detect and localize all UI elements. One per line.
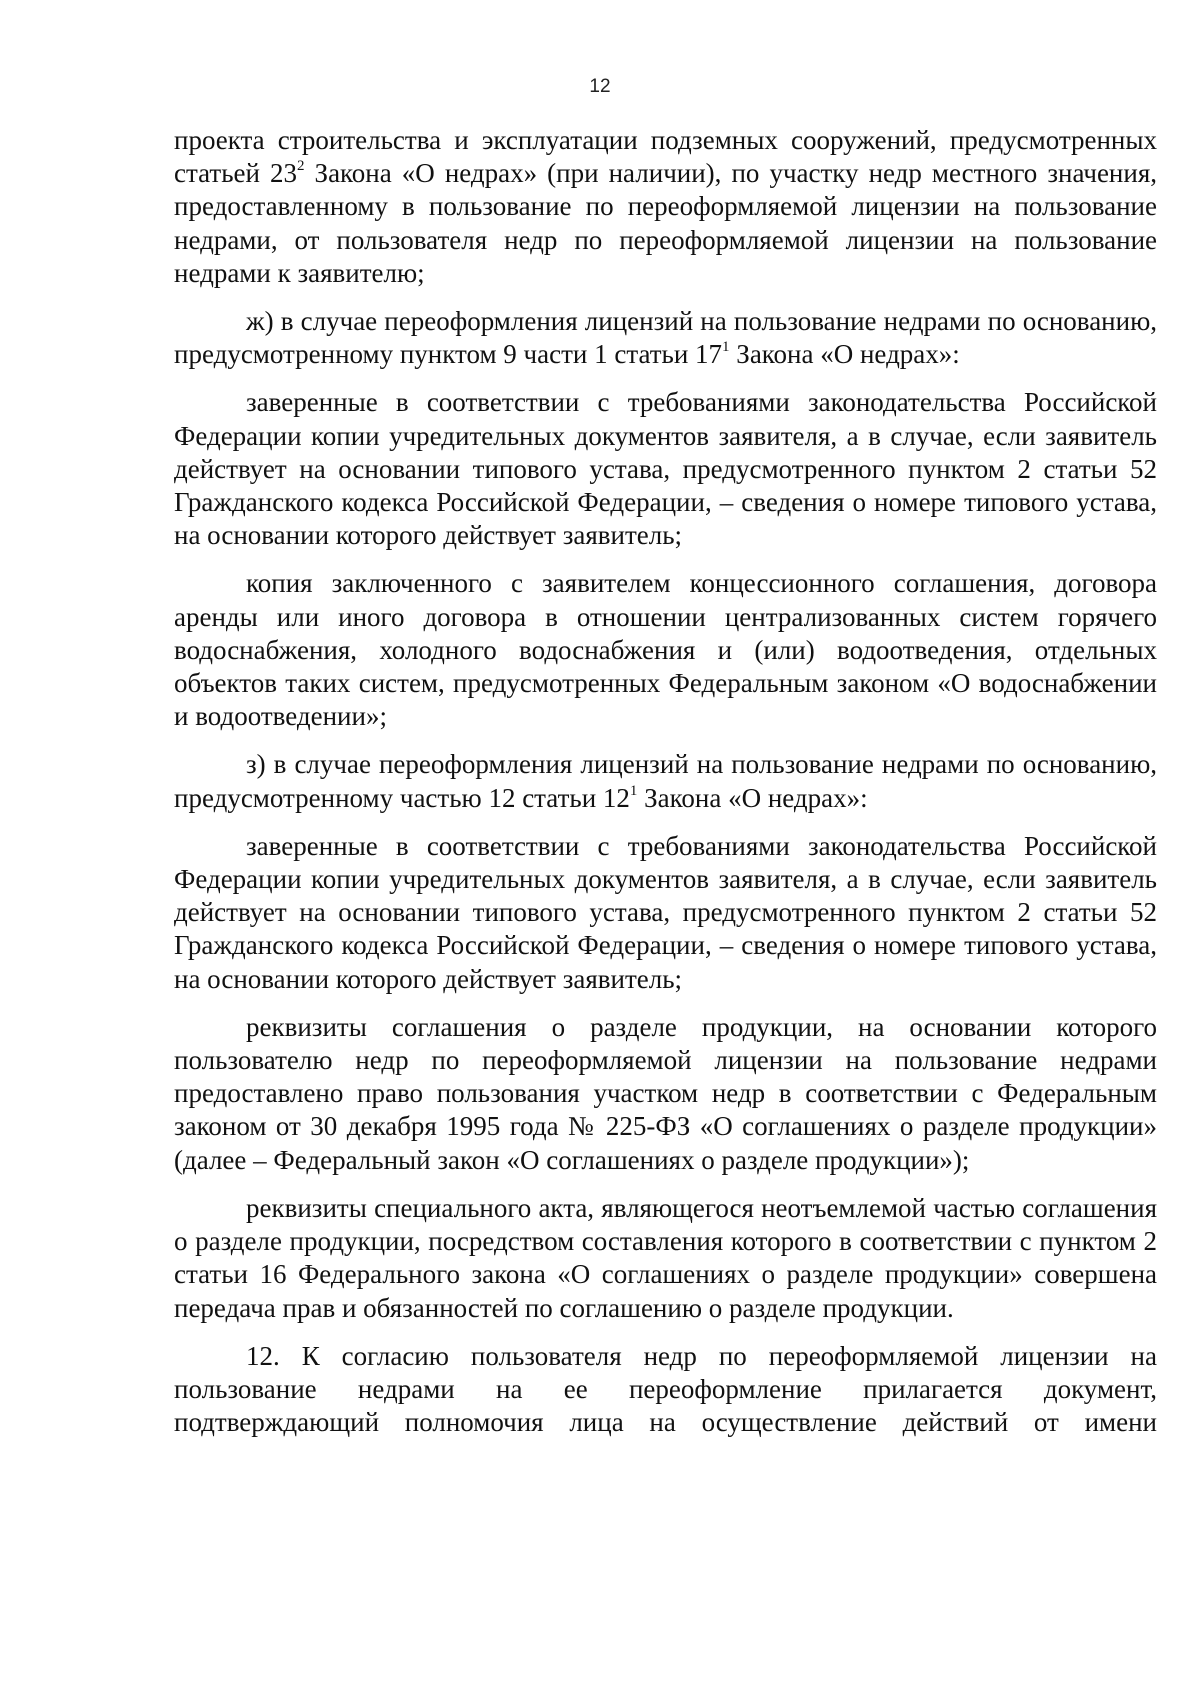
paragraph-text: з) в случае переоформления лицензий на пользование недрами по основанию, предусмотренному частью 12 статьи 12 <box>174 749 1157 813</box>
paragraph-text: реквизиты соглашения о разделе продукции, на основании которого пользователю недр по переоформляемой лицензии на пользование недрами предоставлено право пользования участком недр в соответствии с Федеральным законом от 30 декабря 1995 года № 225-ФЗ «О соглашениях о разделе продукции» (далее – Федеральный закон «О соглашениях о разделе продукции»); <box>174 1011 1157 1175</box>
paragraph-p4 <box>174 567 1157 733</box>
page-number: 12 <box>589 76 611 97</box>
paragraph-p9 <box>174 1340 1157 1440</box>
paragraph-text: Закона «О недрах» (при наличии), по участку недр местного значения, предоставленному в пользование по переоформляемой лицензии на пользование недрами, от пользователя недр по переоформляемой лицензии на пользование недрами к заявителю; <box>174 158 1157 288</box>
paragraph-text: заверенные в соответствии с требованиями законодательства Российской Федерации копии учредительных документов заявителя, а в случае, если заявитель действует на основании типового устава, предусмотренного пунктом 2 статьи 52 Гражданского кодекса Российской Федерации, – сведения о номере типового устава, на основании которого действует заявитель; <box>174 387 1157 551</box>
superscript-number: 2 <box>297 158 305 175</box>
paragraph-p8 <box>174 1192 1157 1325</box>
paragraph-text: ж) в случае переоформления лицензий на пользование недрами по основанию, предусмотренному пунктом 9 части 1 статьи 17 <box>174 306 1157 370</box>
paragraph-p2 <box>174 305 1157 371</box>
document-body <box>174 124 1157 1454</box>
paragraph-text: 12. К согласию пользователя недр по переоформляемой лицензии на пользование недрами на ее переоформление прилагается документ, подтверждающий полномочия лица на осуществление действий от имени <box>174 1340 1157 1438</box>
paragraph-text: копия заключенного с заявителем концессионного соглашения, договора аренды или иного договора в отношении централизованных систем горячего водоснабжения, холодного водоснабжения и (или) водоотведения, отдельных объектов таких систем, предусмотренных Федеральным законом «О водоснабжении и водоотведении»; <box>174 568 1157 732</box>
paragraph-p1 <box>174 124 1157 290</box>
paragraph-text: Закона «О недрах»: <box>637 782 868 813</box>
superscript-number: 1 <box>722 339 730 356</box>
paragraph-p5 <box>174 748 1157 814</box>
paragraph-p7 <box>174 1011 1157 1177</box>
paragraph-p3 <box>174 386 1157 552</box>
paragraph-text: Закона «О недрах»: <box>729 339 960 370</box>
paragraph-text: заверенные в соответствии с требованиями законодательства Российской Федерации копии учредительных документов заявителя, а в случае, если заявитель действует на основании типового устава, предусмотренного пунктом 2 статьи 52 Гражданского кодекса Российской Федерации, – сведения о номере типового устава, на основании которого действует заявитель; <box>174 830 1157 994</box>
superscript-number: 1 <box>629 782 638 799</box>
paragraph-p6 <box>174 830 1157 996</box>
paragraph-text: проекта строительства и эксплуатации подземных сооружений, предусмотренных статьей 23 <box>174 125 1157 189</box>
paragraph-text: реквизиты специального акта, являющегося неотъемлемой частью соглашения о разделе продукции, посредством составления которого в соответствии с пунктом 2 статьи 16 Федерального закона «О соглашениях о разделе продукции» совершена передача прав и обязанностей по соглашению о разделе продукции. <box>174 1192 1157 1323</box>
